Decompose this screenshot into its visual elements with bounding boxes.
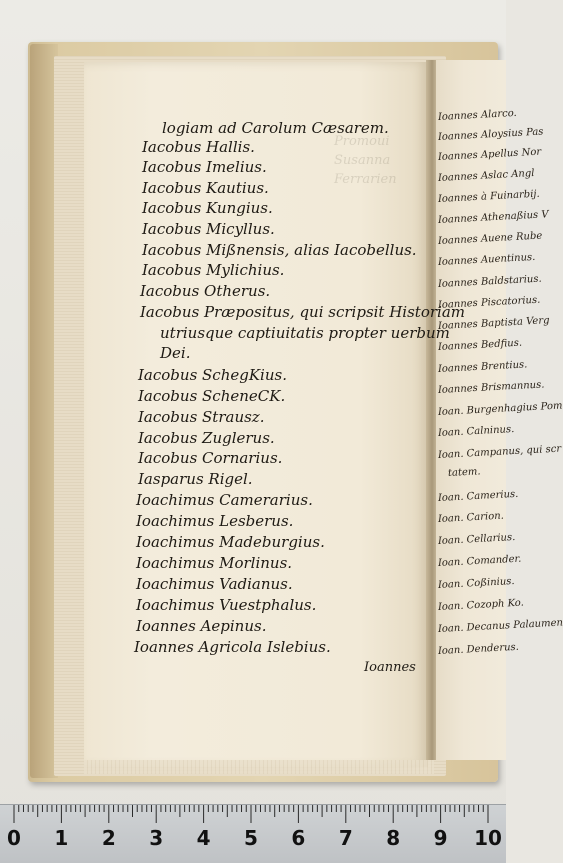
- ruler-label: 5: [244, 826, 258, 850]
- ruler-label: 8: [386, 826, 401, 850]
- text-line: Iacobus Mylichius.: [142, 261, 285, 279]
- text-line: utriusque captiuitatis propter uerbum: [160, 324, 450, 342]
- text-line: Ioannes Aloysius Pas: [437, 126, 544, 143]
- ruler-label: 3: [149, 826, 164, 850]
- text-line: Iacobus Otherus.: [140, 282, 271, 300]
- text-line: Iacobus Strausz.: [138, 408, 265, 426]
- ruler-label: 4: [196, 826, 211, 850]
- text-line: Ioannes Alarco.: [437, 107, 517, 123]
- text-line: Ioachimus Vadianus.: [136, 575, 293, 593]
- text-line: Ioan. Carion.: [437, 510, 505, 525]
- text-line: Ioannes Baptista Verg: [437, 315, 550, 332]
- page-edge-bottom: [84, 760, 434, 774]
- text-line: Ioan. Comander.: [437, 553, 522, 569]
- text-line: Ioannes Aslac Angl: [437, 167, 535, 184]
- text-line: Ioannes Brentius.: [437, 359, 528, 375]
- text-line: Ioachimus Lesberus.: [136, 512, 294, 530]
- text-line: Dei.: [160, 344, 191, 362]
- text-line: Iacobus Imelius.: [142, 158, 267, 176]
- ruler-label: 1: [54, 826, 69, 850]
- ruler-label: 10: [474, 826, 502, 850]
- text-line: Iacobus SchegKius.: [138, 366, 287, 384]
- ruler-label: 2: [101, 826, 116, 850]
- show-through-text: Promoui Susanna Ferrarien: [334, 134, 397, 187]
- text-line: Iacobus Micyllus.: [142, 220, 275, 238]
- text-line: Ioan. Camerius.: [437, 488, 519, 504]
- text-line: Ioan. Denderus.: [437, 641, 520, 657]
- text-line: Ioannes Baldstarius.: [437, 273, 542, 290]
- text-line: Iacobus ScheneCK.: [138, 387, 286, 405]
- text-line: Ioachimus Madeburgius.: [136, 533, 325, 551]
- text-line: Iacobus Præpositus, qui scripsit Historiam: [140, 303, 465, 321]
- text-line: Iacobus Kungius.: [142, 199, 273, 217]
- text-line: Ioan. Campanus, qui scr: [437, 443, 562, 461]
- text-line: Ioachimus Camerarius.: [136, 491, 313, 509]
- text-line: Iacobus Cornarius.: [138, 449, 283, 467]
- text-line: Ioannes Brismannus.: [437, 379, 545, 396]
- catchword: Ioannes: [364, 660, 416, 675]
- text-line: Ioan. Cellarius.: [437, 531, 516, 547]
- text-line: Ioan. Burgenhagius Pom: [437, 400, 563, 418]
- text-line: Ioannes Aepinus.: [136, 617, 267, 635]
- text-line: Iacobus Hallis.: [142, 138, 255, 156]
- text-line: Iacobus Kautius.: [142, 179, 269, 197]
- ruler-label: 7: [338, 826, 353, 850]
- text-line: Ioannes Apellus Nor: [437, 146, 542, 163]
- text-line: tatem.: [447, 466, 481, 479]
- text-line: Ioan. Cozoph Ko.: [437, 597, 525, 613]
- text-line: Ioannes Piscatorius.: [437, 294, 541, 311]
- text-line: logiam ad Carolum Cæsarem.: [162, 119, 389, 137]
- text-line: Ioan. Coßinius.: [437, 575, 515, 591]
- ruler-label: 9: [433, 826, 448, 850]
- text-line: Iasparus Rigel.: [138, 470, 253, 488]
- text-line: Ioachimus Morlinus.: [136, 554, 293, 572]
- text-line: Ioannes Auene Rube: [437, 230, 543, 247]
- text-line: Ioannes Auentinus.: [437, 251, 536, 268]
- text-line: Ioannes Agricola Islebius.: [134, 638, 331, 656]
- ruler-label: 0: [7, 826, 21, 850]
- text-line: Ioannes Bedfius.: [437, 337, 523, 353]
- text-line: Ioan. Decanus Palaumen: [437, 617, 563, 635]
- ruler-label: 6: [291, 826, 306, 850]
- text-line: Ioannes à Fuinarbij.: [437, 188, 540, 205]
- text-line: Ioachimus Vuestphalus.: [136, 596, 317, 614]
- text-line: Iacobus Zuglerus.: [138, 429, 275, 447]
- text-line: Iacobus Mißnensis, alias Iacobellus.: [142, 241, 417, 259]
- text-line: Ioannes Athenaßius V: [437, 209, 549, 226]
- text-line: Ioan. Calninus.: [437, 424, 515, 439]
